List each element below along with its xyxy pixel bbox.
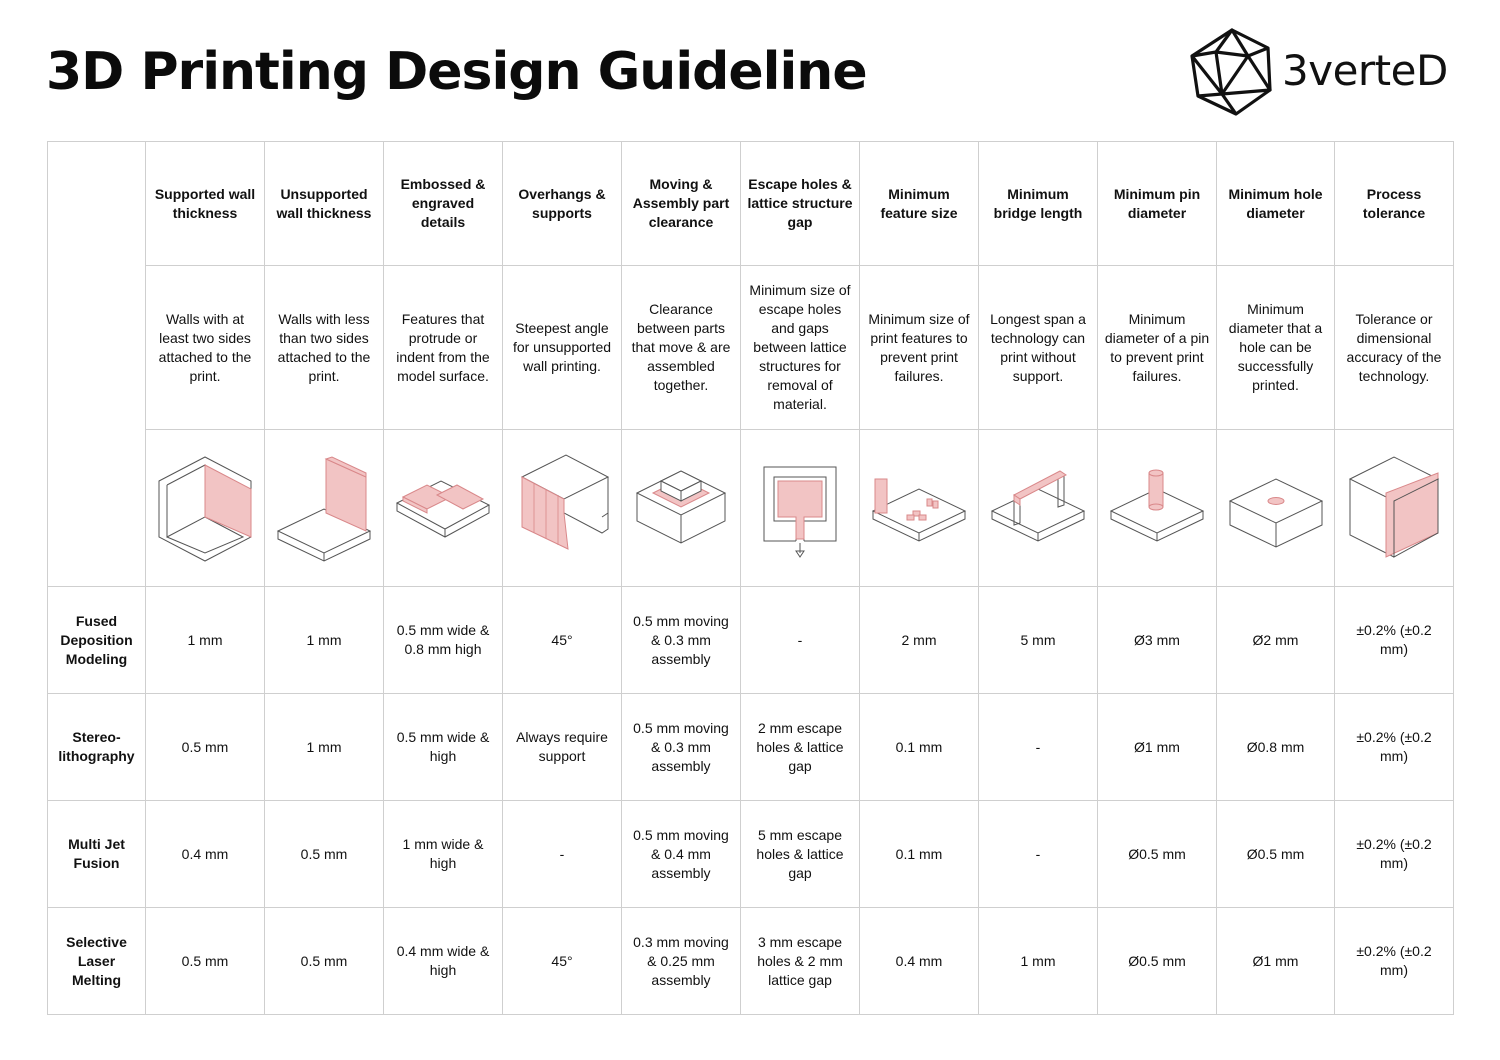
hole-icon: [1226, 453, 1326, 563]
column-description: Walls with at least two sides attached to the print.: [146, 266, 265, 430]
illustration-cell: [1098, 430, 1217, 587]
table-cell: 1 mm: [265, 587, 384, 694]
column-header: Minimum bridge length: [979, 142, 1098, 266]
guideline-table: [47, 141, 1454, 1015]
table-cell: 0.5 mm: [265, 908, 384, 1015]
column-header: Minimum pin diameter: [1098, 142, 1217, 266]
illustration-row: [48, 430, 1454, 587]
column-description: Minimum size of escape holes and gaps between lattice structures for removal of material.: [741, 266, 860, 430]
table-cell: Ø0.5 mm: [1217, 801, 1335, 908]
table-cell: 0.5 mm moving & 0.4 mm assembly: [622, 801, 741, 908]
column-header: Supported wall thickness: [146, 142, 265, 266]
table-cell: Always require support: [503, 694, 622, 801]
illustration-cell: [265, 430, 384, 587]
illustration-cell: [979, 430, 1098, 587]
pin-icon: [1107, 453, 1207, 563]
table-cell: ±0.2% (±0.2 mm): [1335, 908, 1454, 1015]
column-description: Longest span a technology can print without support.: [979, 266, 1098, 430]
column-header: Process tolerance: [1335, 142, 1454, 266]
table-cell: 1 mm wide & high: [384, 801, 503, 908]
corner-cell: [48, 430, 146, 587]
tolerance-cube-icon: [1344, 453, 1444, 563]
process-row-slm: [48, 908, 1454, 1015]
column-description: Minimum diameter that a hole can be successfully printed.: [1217, 266, 1335, 430]
table-cell: 0.4 mm wide & high: [384, 908, 503, 1015]
table-cell: Ø1 mm: [1217, 908, 1335, 1015]
table-cell: 0.1 mm: [860, 801, 979, 908]
table-cell: 45°: [503, 908, 622, 1015]
supported-wall-icon: [155, 453, 255, 563]
table-cell: Ø2 mm: [1217, 587, 1335, 694]
table-cell: 0.5 mm: [146, 694, 265, 801]
table-cell: 2 mm escape holes & lattice gap: [741, 694, 860, 801]
table-cell: -: [741, 587, 860, 694]
process-row-mjf: [48, 801, 1454, 908]
table-cell: Ø0.5 mm: [1098, 908, 1217, 1015]
column-header: Unsupported wall thickness: [265, 142, 384, 266]
unsupported-wall-icon: [274, 453, 374, 563]
column-header: Minimum feature size: [860, 142, 979, 266]
table-cell: 0.5 mm: [265, 801, 384, 908]
table-cell: 5 mm escape holes & lattice gap: [741, 801, 860, 908]
table-cell: 0.5 mm wide & 0.8 mm high: [384, 587, 503, 694]
illustration-cell: [622, 430, 741, 587]
brand-logo: [1186, 26, 1456, 118]
illustration-cell: [1217, 430, 1335, 587]
page-title: 3D Printing Design Guideline: [46, 42, 867, 102]
table-cell: Ø0.5 mm: [1098, 801, 1217, 908]
illustration-cell: [741, 430, 860, 587]
table-cell: 1 mm: [265, 694, 384, 801]
overhang-icon: [512, 453, 612, 563]
table-cell: Ø1 mm: [1098, 694, 1217, 801]
table-cell: -: [503, 801, 622, 908]
brand-name: 3verteD: [1282, 46, 1448, 95]
table-cell: 45°: [503, 587, 622, 694]
table-cell: 0.5 mm wide & high: [384, 694, 503, 801]
process-label: Stereo-lithography: [48, 694, 146, 801]
column-description: Steepest angle for unsupported wall printing.: [503, 266, 622, 430]
illustration-cell: [146, 430, 265, 587]
corner-cell: [48, 266, 146, 430]
escape-hole-icon: [750, 453, 850, 563]
table-cell: 0.4 mm: [146, 801, 265, 908]
illustration-cell: [860, 430, 979, 587]
table-cell: 0.5 mm moving & 0.3 mm assembly: [622, 587, 741, 694]
table-cell: -: [979, 694, 1098, 801]
column-header: Moving & Assembly part clearance: [622, 142, 741, 266]
icosahedron-logo-icon: [1186, 26, 1278, 118]
column-header: Overhangs & supports: [503, 142, 622, 266]
table-cell: 0.4 mm: [860, 908, 979, 1015]
table-cell: 0.3 mm moving & 0.25 mm assembly: [622, 908, 741, 1015]
assembly-clearance-icon: [631, 453, 731, 563]
illustration-cell: [384, 430, 503, 587]
table-cell: -: [979, 801, 1098, 908]
column-description: Minimum diameter of a pin to prevent print failures.: [1098, 266, 1217, 430]
column-header: Embossed & engraved details: [384, 142, 503, 266]
description-row: [48, 266, 1454, 430]
column-header: Minimum hole diameter: [1217, 142, 1335, 266]
column-description: Clearance between parts that move & are assembled together.: [622, 266, 741, 430]
table-cell: ±0.2% (±0.2 mm): [1335, 587, 1454, 694]
column-description: Features that protrude or indent from the model surface.: [384, 266, 503, 430]
table-cell: 1 mm: [146, 587, 265, 694]
table-cell: 0.5 mm moving & 0.3 mm assembly: [622, 694, 741, 801]
table-cell: ±0.2% (±0.2 mm): [1335, 801, 1454, 908]
column-description: Minimum size of print features to prevent print failures.: [860, 266, 979, 430]
table-cell: ±0.2% (±0.2 mm): [1335, 694, 1454, 801]
process-row-fdm: [48, 587, 1454, 694]
table-cell: 1 mm: [979, 908, 1098, 1015]
embossed-details-icon: [393, 453, 493, 563]
table-cell: 2 mm: [860, 587, 979, 694]
process-label: Multi Jet Fusion: [48, 801, 146, 908]
table-cell: Ø0.8 mm: [1217, 694, 1335, 801]
process-label: Selective Laser Melting: [48, 908, 146, 1015]
illustration-cell: [503, 430, 622, 587]
illustration-cell: [1335, 430, 1454, 587]
column-description: Walls with less than two sides attached to the print.: [265, 266, 384, 430]
process-label: Fused Deposition Modeling: [48, 587, 146, 694]
table-cell: Ø3 mm: [1098, 587, 1217, 694]
header-row: [48, 142, 1454, 266]
feature-size-icon: [869, 453, 969, 563]
table-cell: 5 mm: [979, 587, 1098, 694]
column-description: Tolerance or dimensional accuracy of the technology.: [1335, 266, 1454, 430]
table-cell: 0.1 mm: [860, 694, 979, 801]
table-cell: 3 mm escape holes & 2 mm lattice gap: [741, 908, 860, 1015]
column-header: Escape holes & lattice structure gap: [741, 142, 860, 266]
corner-cell: [48, 142, 146, 266]
process-row-sla: [48, 694, 1454, 801]
bridge-icon: [988, 453, 1088, 563]
table-cell: 0.5 mm: [146, 908, 265, 1015]
